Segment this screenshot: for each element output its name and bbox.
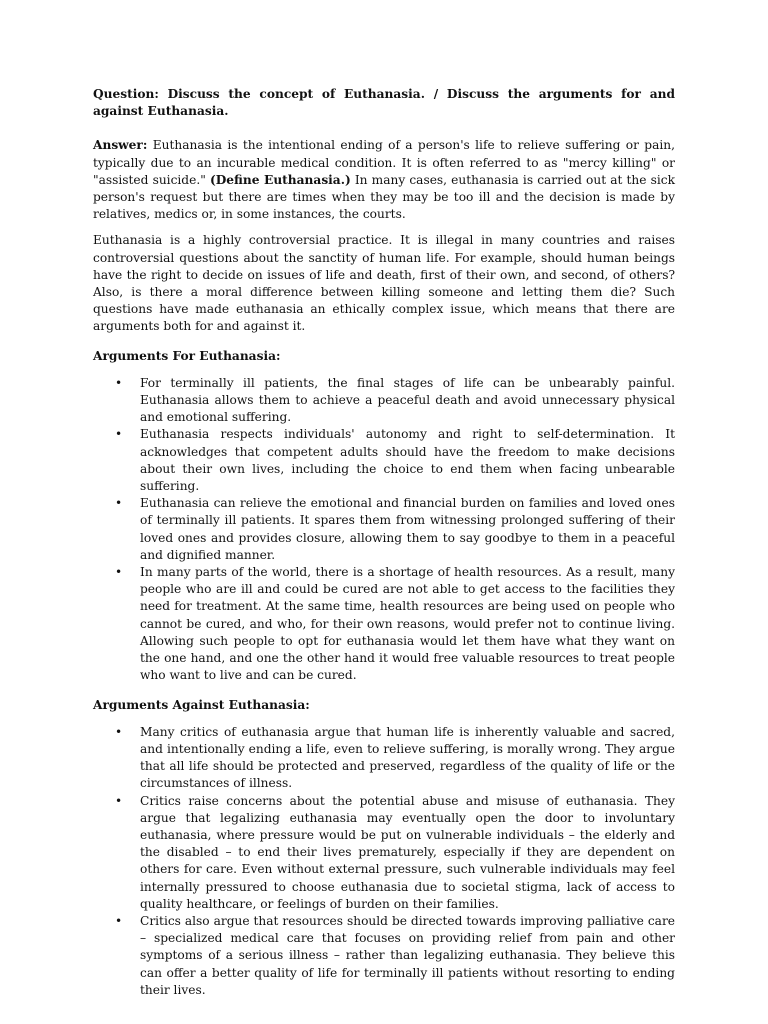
list-item — [93, 375, 675, 427]
list-item-text: For terminally ill patients, the final stages of life can be unbearably painful. Euthanasia allows them to achieve a peaceful death and avoid unnecessary physical and emotional suffering. — [140, 375, 675, 425]
list-item-text: Euthanasia can relieve the emotional and financial burden on families and loved ones of terminally ill patients. It spares them from witnessing prolonged suffering of their loved ones and provides closure, allowing them to say goodbye to them in a peaceful and dignified manner. — [140, 496, 675, 562]
arguments-against-heading: Arguments Against Euthanasia: — [93, 697, 310, 712]
controversy-paragraph: Euthanasia is a highly controversial practice. It is illegal in many countries and raises controversial questions about the sanctity of human life. For example, should human beings have the right to decide on issues of life and death, first of their own, and second, of others? Also, is there a moral difference between killing someone and letting them die? Such questions have made euthanasia an ethically complex issue, which means that there are arguments both for and against it. — [93, 233, 675, 334]
list-item — [93, 564, 675, 684]
list-item — [93, 913, 675, 999]
define-euthanasia-label: (Define Euthanasia.) — [209, 172, 351, 187]
document-page — [93, 86, 675, 1009]
bullet-icon: • — [115, 496, 123, 511]
list-item-text: In many parts of the world, there is a shortage of health resources. As a result, many people who are ill and could be cured are not able to get access to the facilities they need for treatment. At the same time, health resources are being used on people who cannot be cured, and who, for their own reasons, would prefer not to continue living. Allowing such people to opt for euthanasia would let them have what they want on the one hand, and one the other hand it would free valuable resources to treat people who want to live and can be cured. — [140, 565, 675, 683]
arguments-for-list — [93, 375, 675, 685]
bullet-icon: • — [115, 913, 123, 928]
bullet-icon: • — [115, 427, 123, 442]
list-item-text: Euthanasia respects individuals' autonomy and right to self-determination. It acknowledges that competent adults should have the freedom to make decisions about their own lives, including the choice to end them when facing unbearable suffering. — [140, 427, 675, 494]
question-heading: Question: Discuss the concept of Euthanasia. / Discuss the arguments for and against Euthanasia. — [93, 87, 675, 119]
arguments-against-list — [93, 724, 675, 999]
answer-text-part2: In many cases, euthanasia is carried out at the sick person's request but there are times when they may be too ill and the decision is made by relatives, medics or, in some instances, the courts. — [93, 172, 675, 222]
list-item-text: Critics raise concerns about the potential abuse and misuse of euthanasia. They argue that legalizing euthanasia may eventually open the door to involuntary euthanasia, where pressure would be put on vulnerable individuals – the elderly and the disabled – to end their lives prematurely, especially if they are dependent on others for care. Even without external pressure, such vulnerable individuals may feel internally pressured to choose euthanasia due to societal stigma, lack of access to quality healthcare, or feelings of burden on their families. — [140, 793, 675, 911]
list-item — [93, 793, 675, 913]
arguments-for-heading: Arguments For Euthanasia: — [93, 348, 281, 363]
list-item-text: Many critics of euthanasia argue that human life is inherently valuable and sacred, and intentionally ending a life, even to relieve suffering, is morally wrong. They argue that all life should be protected and preserved, regardless of the quality of life or the circumstances of illness. — [140, 724, 675, 791]
list-item — [93, 724, 675, 793]
list-item — [93, 426, 675, 495]
bullet-icon: • — [115, 793, 123, 808]
bullet-icon: • — [115, 375, 123, 390]
bullet-icon: • — [115, 724, 123, 739]
bullet-icon: • — [115, 565, 123, 580]
list-item — [93, 495, 675, 564]
list-item-text: Critics also argue that resources should be directed towards improving palliative care – specialized medical care that focuses on providing relief from pain and other symptoms of a serious illness – rather than legalizing euthanasia. They believe this can offer a better quality of life for terminally ill patients without resorting to ending their lives. — [140, 913, 675, 997]
answer-text-part1: Euthanasia is the intentional ending of a person's life to relieve suffering or pain, typically due to an incurable medical condition. It is often referred to as "mercy killing" or "assisted suicide." — [93, 138, 675, 187]
answer-paragraph — [93, 137, 675, 223]
answer-label: Answer: — [93, 138, 148, 153]
